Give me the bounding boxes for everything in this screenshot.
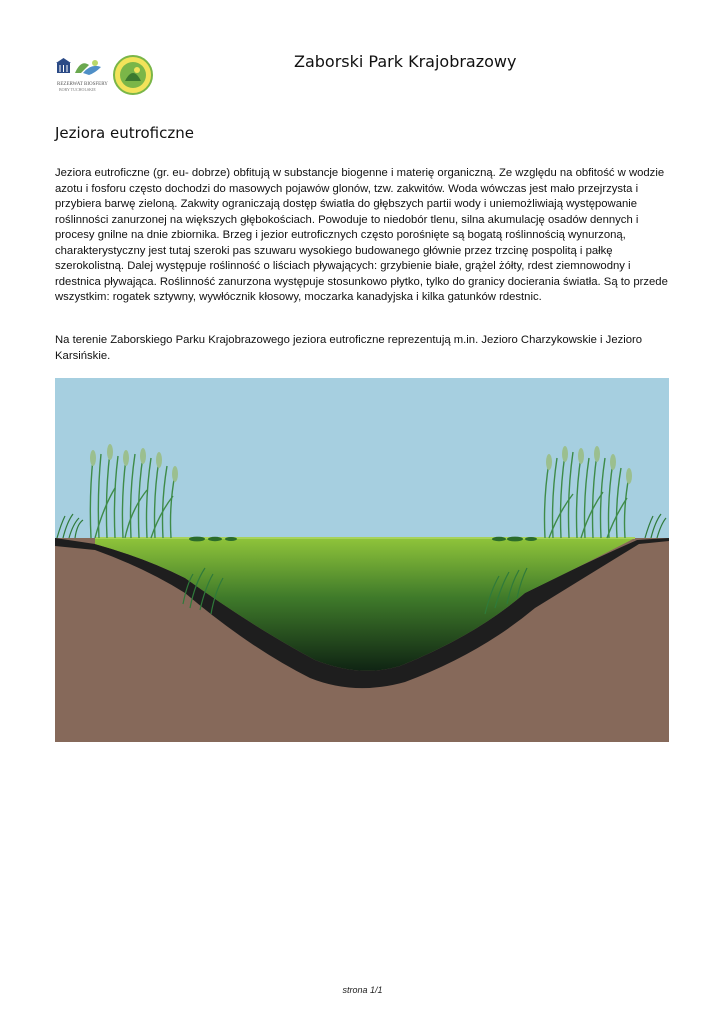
biosphere-logo-icon: [75, 60, 101, 75]
park-logo-icon: [114, 56, 152, 94]
header-logos: [55, 55, 155, 97]
biosphere-logo-text-1: REZERWAT BIOSFERY: [57, 82, 108, 87]
page-header-title: Zaborski Park Krajobrazowy: [294, 52, 517, 71]
biosphere-logo-text-2: BORY TUCHOLSKIE: [59, 87, 96, 92]
article-title: Jeziora eutroficzne: [55, 124, 194, 142]
lake-cross-section-icon: [55, 378, 669, 742]
unesco-logo-icon: [56, 58, 71, 73]
article-paragraph-1: Jeziora eutroficzne (gr. eu- dobrze) obfitują w substancje biogenne i materię organiczną. Ze względu na obfitość w wodzie azotu i fosforu często dochodzi do masowych pojawów glonów, tzw. zakwitów. Woda wówczas jest mało przejrzysta i przybiera barwę zieloną. Zakwity ograniczają dostęp światła do głębszych partii wody i uniemożliwiają występowanie roślinności zanurzonej na większych głębokościach. Powoduje to niedobór tlenu, silna akumulację osadów dennych i procesy gnilne na dnie zbiornika. Brzeg i jezior eutroficznych często porośnięte są bogatą roślinnością wynurzoną, charakterystyczny jest tutaj szeroki pas szuwaru wysokiego budowanego głównie przez trzcinę pospolitą i pałkę szerokolistną. Dalej występuje roślinność o liściach pływających: grzybienie białe, grążel żółty, rdest ziemnowodny i rdestnica pływająca. Roślinność zanurzona występuje stosunkowo płytko, tylko do granicy docierania światła. Są to przede wszystkim: rogatek sztywny, wywłócznik kłosowy, moczarka kanadyjska i kilka gatunków rdestnic.: [55, 167, 668, 303]
floating-leaves-right: [492, 537, 537, 542]
logos-svg: [55, 55, 155, 97]
floating-leaves-left: [189, 537, 237, 542]
page-number: strona 1/1: [342, 985, 383, 995]
article-paragraph-2: Na terenie Zaborskiego Parku Krajobrazowego jeziora eutroficzne reprezentują m.in. Jezioro Charzykowskie i Jezioro Karsińskie.: [55, 334, 643, 362]
lake-cross-section-illustration: [55, 378, 669, 742]
